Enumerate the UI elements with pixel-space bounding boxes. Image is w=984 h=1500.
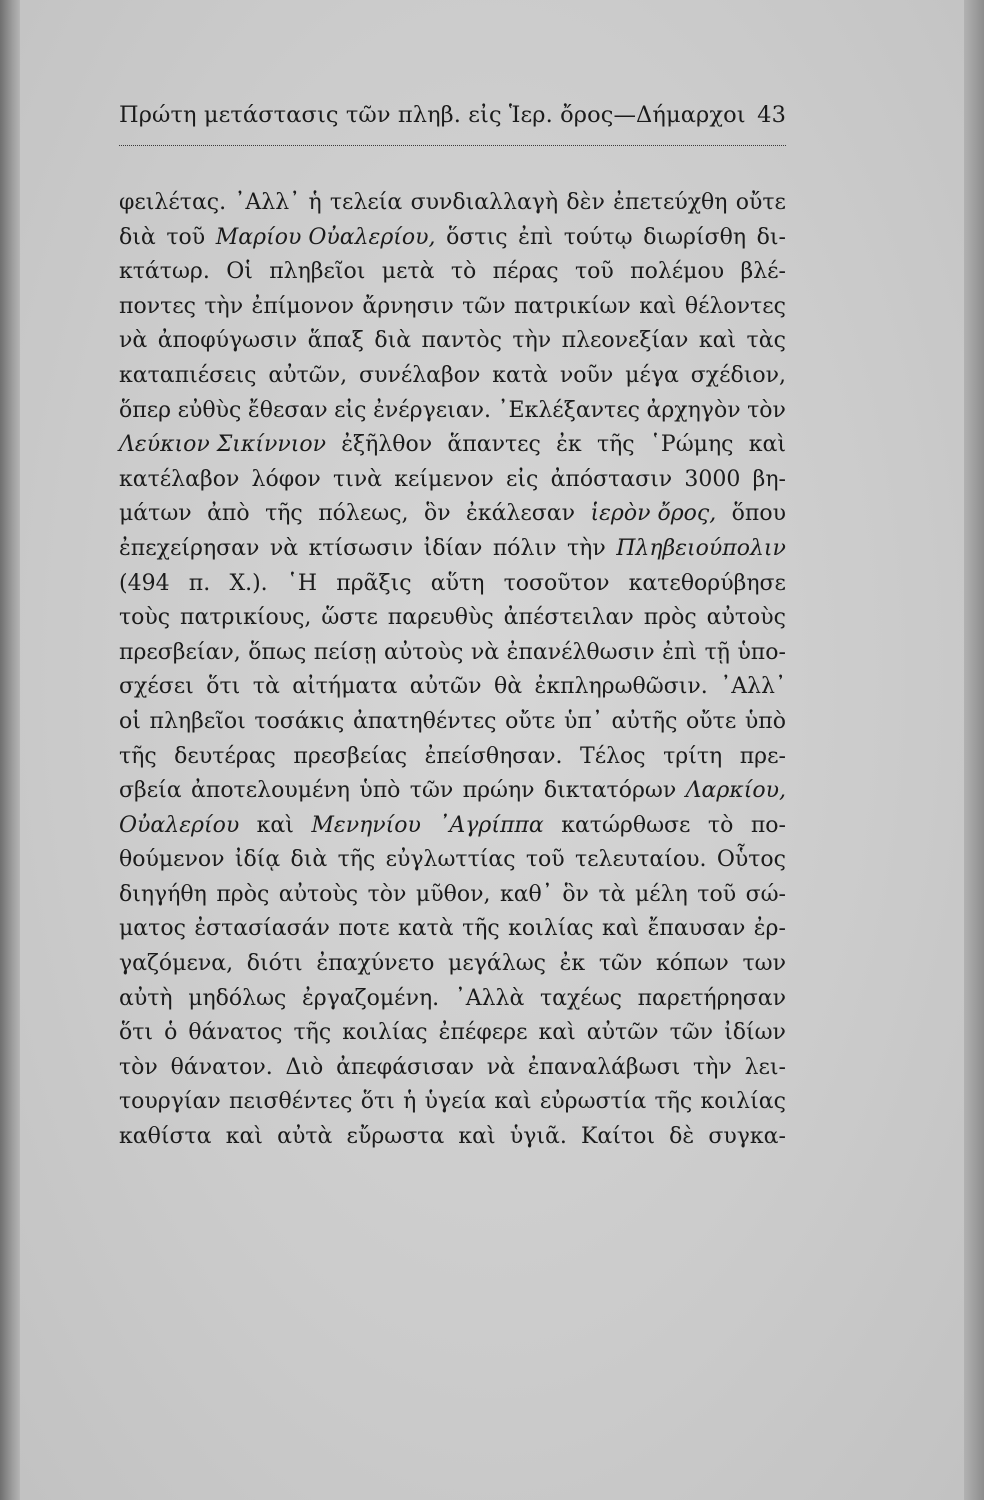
- word: βλέ-: [740, 259, 786, 285]
- word: τούτῳ: [563, 224, 633, 250]
- word: αὐτοὺς: [383, 639, 464, 665]
- text-line: [119, 636, 786, 671]
- word: ἐκ: [556, 432, 582, 458]
- word: Τέλος: [580, 743, 646, 769]
- word: πο-: [750, 812, 786, 838]
- word: πέρας: [492, 259, 559, 285]
- word: τὰ: [252, 674, 280, 700]
- word: συνδιαλλαγὴ: [410, 190, 559, 215]
- text-line: [119, 1120, 786, 1155]
- word: ἐστασίασάν: [194, 916, 330, 942]
- word: τῆς: [462, 916, 500, 942]
- word: ἐπαχύνετο: [316, 951, 435, 977]
- word: νὰ: [269, 535, 299, 561]
- word: θάνατος: [188, 1020, 283, 1046]
- word: τὴν: [204, 293, 244, 319]
- word: κατώρθωσε: [561, 812, 691, 838]
- word: πόλιν: [492, 535, 557, 561]
- word: τῶν: [598, 951, 643, 977]
- word: ἄρνησιν: [362, 293, 454, 319]
- word: κείμενον: [394, 466, 494, 492]
- word: πρεσβείας: [293, 743, 408, 769]
- word: πρὸς: [216, 881, 270, 907]
- word: τοσάκις: [254, 708, 345, 734]
- text-line: [119, 878, 786, 913]
- word: ἐπαναλάβωσι: [527, 1054, 681, 1080]
- word: ματος: [119, 916, 186, 942]
- word: σχέδιον,: [690, 362, 786, 388]
- word: νὰ: [119, 328, 148, 354]
- word: ἐπετεύχθη: [613, 190, 728, 215]
- word: ἀπόστασιν: [550, 466, 673, 492]
- word: καὶ: [698, 328, 737, 354]
- word: εἰς: [505, 466, 539, 492]
- word: π.: [188, 570, 211, 596]
- word: τὸ: [707, 812, 734, 838]
- word: κτίσωσιν: [308, 535, 414, 561]
- word: εὔρωστα: [346, 1124, 445, 1150]
- word: των: [742, 951, 786, 977]
- word: ὅτι: [206, 674, 241, 700]
- word: πρώην: [462, 778, 535, 804]
- word: οὔτε: [735, 190, 786, 215]
- word: ἐνέργειαν.: [373, 397, 491, 423]
- word: μεγάλως: [448, 951, 546, 977]
- word: τῆς: [654, 1089, 693, 1115]
- word: τῆς: [596, 432, 635, 458]
- word: ποτε: [338, 916, 390, 942]
- text-line: [119, 1016, 786, 1051]
- word: κτάτωρ.: [119, 259, 210, 285]
- word: πόλεως,: [318, 501, 409, 527]
- word: τὸν: [119, 1054, 158, 1080]
- word: ἐπείσθησαν.: [424, 743, 563, 769]
- text-line: [119, 186, 786, 221]
- word: πατρικίους,: [180, 605, 312, 631]
- word: μέγα: [625, 362, 679, 388]
- header-rule: [119, 145, 786, 146]
- running-head: [119, 97, 786, 133]
- word: ἅπαντες: [447, 432, 541, 458]
- word: ἐπὶ: [662, 639, 698, 665]
- book-gutter-shadow: [0, 0, 20, 1500]
- word: ἔθεσαν: [247, 397, 328, 423]
- word: πείσῃ: [313, 639, 377, 665]
- word: αὐτῶν,: [268, 362, 348, 388]
- word: ᾿Αλλ᾿: [720, 674, 786, 700]
- text-line: [119, 670, 786, 705]
- word: πατρικίων: [514, 293, 631, 319]
- word: δικτατόρων: [543, 778, 677, 804]
- word: οὔτε: [505, 708, 556, 734]
- word: αὐτοὺς: [278, 881, 359, 907]
- text-line: [119, 947, 786, 982]
- word: θούμενον: [119, 847, 225, 873]
- text-line: [119, 532, 786, 567]
- word: θέλοντες: [684, 293, 786, 319]
- word: μετὰ: [381, 259, 435, 285]
- text-line: [119, 359, 786, 394]
- word: ἀπέστειλαν: [503, 605, 634, 631]
- word: ἀποτελουμένη: [191, 778, 350, 804]
- word: διὰ: [290, 847, 328, 873]
- word: τὴν: [566, 535, 606, 561]
- word: κατέλαβον: [119, 466, 240, 492]
- word: κατὰ: [398, 916, 454, 942]
- word: καὶ: [538, 1020, 576, 1046]
- word: παρευθὺς: [387, 605, 494, 631]
- word: εὐρωστία: [539, 1089, 647, 1115]
- word: κατὰ: [492, 362, 548, 388]
- italic-word: Οὐαλερίου: [119, 812, 240, 838]
- word: τῶν: [462, 293, 506, 319]
- word: κοιλίας: [700, 1089, 786, 1115]
- word: καταπιέσεις: [119, 362, 257, 388]
- word: τὴν: [512, 328, 552, 354]
- word: πληβεῖοι: [269, 259, 366, 285]
- word: αἰτήματα: [292, 674, 398, 700]
- word: Καίτοι: [581, 1124, 655, 1150]
- page-number: 43: [757, 102, 786, 128]
- word: θὰ: [493, 674, 523, 700]
- word: ὑπο-: [737, 639, 786, 665]
- word: τὰ: [598, 881, 626, 907]
- word: διότι: [246, 951, 303, 977]
- word: πρεσβείαν,: [119, 639, 241, 665]
- word: ἰδίαν: [423, 535, 483, 561]
- word: διὰ: [119, 224, 156, 250]
- word: ἰδίων: [724, 1020, 786, 1046]
- text-line: [119, 912, 786, 947]
- word: νὰ: [470, 639, 500, 665]
- italic-word: Μαρίου Οὐαλερίου,: [215, 224, 436, 250]
- text-line: [119, 982, 786, 1017]
- word: ἐκ: [559, 951, 586, 977]
- word: φειλέτας.: [119, 190, 227, 215]
- word: ῾Η: [286, 570, 318, 596]
- word: αὐτὴ: [119, 985, 173, 1011]
- word: τῶν: [409, 778, 454, 804]
- word: πρὸς: [643, 605, 697, 631]
- word: ὅτι: [360, 1089, 395, 1115]
- word: ἀπατηθέντες: [353, 708, 497, 734]
- text-line: [119, 394, 786, 429]
- word: ὅτι: [119, 1020, 154, 1046]
- page-edge: [964, 0, 984, 1500]
- word: Χ.).: [229, 570, 268, 596]
- text-line: [119, 1051, 786, 1086]
- word: τὰς: [746, 328, 786, 354]
- word: καὶ: [601, 916, 640, 942]
- word: τὴν: [693, 1054, 732, 1080]
- word: τελευταίου.: [574, 847, 707, 873]
- word: πεισθέντες: [229, 1089, 353, 1115]
- word: ἀπὸ: [207, 501, 250, 527]
- word: συγκα-: [708, 1124, 786, 1150]
- word: μάτων: [119, 501, 192, 527]
- word: αὐτῶν: [586, 1020, 659, 1046]
- word: ὥστε: [321, 605, 378, 631]
- body-text: [119, 186, 786, 1155]
- word: τῆς: [265, 501, 303, 527]
- word: καὶ: [639, 293, 677, 319]
- word: διὰ: [374, 328, 412, 354]
- word: τὸν: [367, 881, 407, 907]
- word: γαζόμενα,: [119, 951, 234, 977]
- word: ὅπου: [731, 501, 786, 527]
- word: ἐρ-: [753, 916, 786, 942]
- word: καὶ: [458, 1124, 496, 1150]
- word: αὐτοὺς: [706, 605, 786, 631]
- word: τὸ: [450, 259, 477, 285]
- text-line: [119, 290, 786, 325]
- word: τοῦ: [697, 881, 737, 907]
- italic-word: ᾿Αγρίππα: [438, 812, 544, 838]
- word: λόφον: [251, 466, 321, 492]
- word: ἐργαζομένη.: [301, 985, 440, 1011]
- text-line: [119, 221, 786, 256]
- word: καὶ: [256, 812, 294, 838]
- word: ἐκπληρωθῶσιν.: [534, 674, 708, 700]
- word: ᾿Αλλ᾿: [234, 190, 301, 215]
- word: παντὸς: [421, 328, 502, 354]
- word: τὸν: [747, 397, 786, 423]
- text-line: [119, 324, 786, 359]
- word: τῆς: [293, 1020, 332, 1046]
- italic-word: ἱερὸν ὄρος,: [590, 501, 717, 527]
- word: σχέσει: [119, 674, 194, 700]
- word: πρᾶξις: [336, 570, 412, 596]
- word: ᾿Εκλέξαντες: [497, 397, 640, 423]
- word: αὐτῶν: [409, 674, 482, 700]
- word: ἐπίμονον: [251, 293, 354, 319]
- text-line: [119, 428, 786, 463]
- word: αὕτη: [430, 570, 485, 596]
- running-title: Πρώτη μετάστασις τῶν πληβ. εἰς Ἱερ. ὄρος—Δήμαρχοι: [119, 102, 746, 128]
- word: συνέλαβον: [359, 362, 481, 388]
- word: πληβεῖοι: [149, 708, 246, 734]
- word: τοὺς: [119, 605, 171, 631]
- word: καθ᾿: [499, 881, 553, 907]
- word: σβεία: [119, 778, 182, 804]
- word: κατεθορύβησε: [628, 570, 786, 596]
- word: νὰ: [486, 1054, 515, 1080]
- word: ὅπερ: [119, 397, 172, 423]
- text-line: [119, 567, 786, 602]
- word: ἀρχηγὸν: [646, 397, 741, 423]
- word: οἱ: [119, 708, 141, 734]
- word: ἡ: [308, 190, 322, 215]
- word: μηδόλως: [188, 985, 287, 1011]
- word: Διὸ: [285, 1054, 324, 1080]
- word: καὶ: [494, 1089, 532, 1115]
- word: τοσοῦτον: [503, 570, 610, 596]
- word: δὲ: [669, 1124, 695, 1150]
- word: ᾿Αλλὰ: [454, 985, 525, 1011]
- word: ἐπέφερε: [438, 1020, 528, 1046]
- word: πολέμου: [630, 259, 725, 285]
- word: θάνατον.: [170, 1054, 273, 1080]
- word: καθίστα: [119, 1124, 212, 1150]
- word: ὑπὸ: [359, 778, 401, 804]
- word: παρετήρησαν: [637, 985, 786, 1011]
- word: τοῦ: [525, 847, 565, 873]
- word: ταχέως: [539, 985, 622, 1011]
- word: Οἱ: [226, 259, 253, 285]
- word: τελεία: [329, 190, 403, 215]
- word: ἅπαξ: [307, 328, 364, 354]
- word: ἡ: [403, 1089, 417, 1115]
- word: 3000: [684, 466, 741, 492]
- italic-word: Λαρκίου,: [685, 778, 786, 804]
- word: νοῦν: [559, 362, 614, 388]
- word: ἀποφύγωσιν: [157, 328, 298, 354]
- text-line: [119, 497, 786, 532]
- italic-word: Πληβειούπολιν: [616, 535, 786, 561]
- text-line: [119, 1085, 786, 1120]
- word: ἰδίᾳ: [234, 847, 281, 873]
- word: καὶ: [748, 432, 786, 458]
- word: τῶν: [669, 1020, 714, 1046]
- word: δὲν: [566, 190, 605, 215]
- word: πλεονεξίαν: [561, 328, 689, 354]
- word: τῇ: [704, 639, 730, 665]
- word: διηγήθη: [119, 881, 207, 907]
- italic-word: Μενηνίου: [311, 812, 421, 838]
- word: Οὗτος: [716, 847, 786, 873]
- word: τρίτη: [663, 743, 723, 769]
- word: βη-: [752, 466, 786, 492]
- italic-word: Λεύκιον Σικίννιον: [119, 432, 326, 458]
- word: ὑγιᾶ.: [509, 1124, 567, 1150]
- word: τοῦ: [166, 224, 206, 250]
- word: μῦθον,: [415, 881, 491, 907]
- word: αὐτῆς: [611, 708, 678, 734]
- word: οὔτε: [686, 708, 737, 734]
- word: κοιλίας: [342, 1020, 428, 1046]
- word: ὅστις: [446, 224, 508, 250]
- word: ὑπὸ: [744, 708, 786, 734]
- word: τῆς: [337, 847, 376, 873]
- word: ὑπ᾿: [563, 708, 603, 734]
- word: αὐτὰ: [277, 1124, 333, 1150]
- word: (494: [119, 570, 170, 596]
- word: δι-: [756, 224, 786, 250]
- word: ὃν: [423, 501, 451, 527]
- word: ἐπεχείρησαν: [119, 535, 260, 561]
- word: κοιλίας: [508, 916, 594, 942]
- word: τινὰ: [333, 466, 383, 492]
- word: ὑγεία: [424, 1089, 487, 1115]
- word: ἀπεφάσισαν: [336, 1054, 474, 1080]
- word: τουργίαν: [119, 1089, 221, 1115]
- word: ἐκάλεσαν: [466, 501, 576, 527]
- word: εὐγλωττίας: [385, 847, 516, 873]
- word: καὶ: [225, 1124, 263, 1150]
- word: σώ-: [745, 881, 786, 907]
- word: μέλη: [634, 881, 688, 907]
- text-line: [119, 601, 786, 636]
- word: ποντες: [119, 293, 196, 319]
- word: ὅπως: [248, 639, 307, 665]
- text-line: [119, 809, 786, 844]
- word: εἰς: [334, 397, 367, 423]
- word: ἔπαυσαν: [647, 916, 746, 942]
- word: ῾Ρώμης: [649, 432, 734, 458]
- word: ἐπανέλθωσιν: [506, 639, 655, 665]
- word: διωρίσθη: [643, 224, 747, 250]
- word: τοῦ: [574, 259, 614, 285]
- word: ἐπὶ: [518, 224, 554, 250]
- text-line: [119, 255, 786, 290]
- word: κόπων: [656, 951, 729, 977]
- text-line: [119, 843, 786, 878]
- text-line: [119, 774, 786, 809]
- word: πρε-: [739, 743, 786, 769]
- word: ὃν: [562, 881, 589, 907]
- word: τῆς: [119, 743, 157, 769]
- word: εὐθὺς: [177, 397, 242, 423]
- word: ἐξῆλθον: [341, 432, 433, 458]
- text-line: [119, 705, 786, 740]
- text-line: [119, 740, 786, 775]
- word: ὁ: [164, 1020, 178, 1046]
- text-line: [119, 463, 786, 498]
- word: δευτέρας: [174, 743, 276, 769]
- word: λει-: [744, 1054, 786, 1080]
